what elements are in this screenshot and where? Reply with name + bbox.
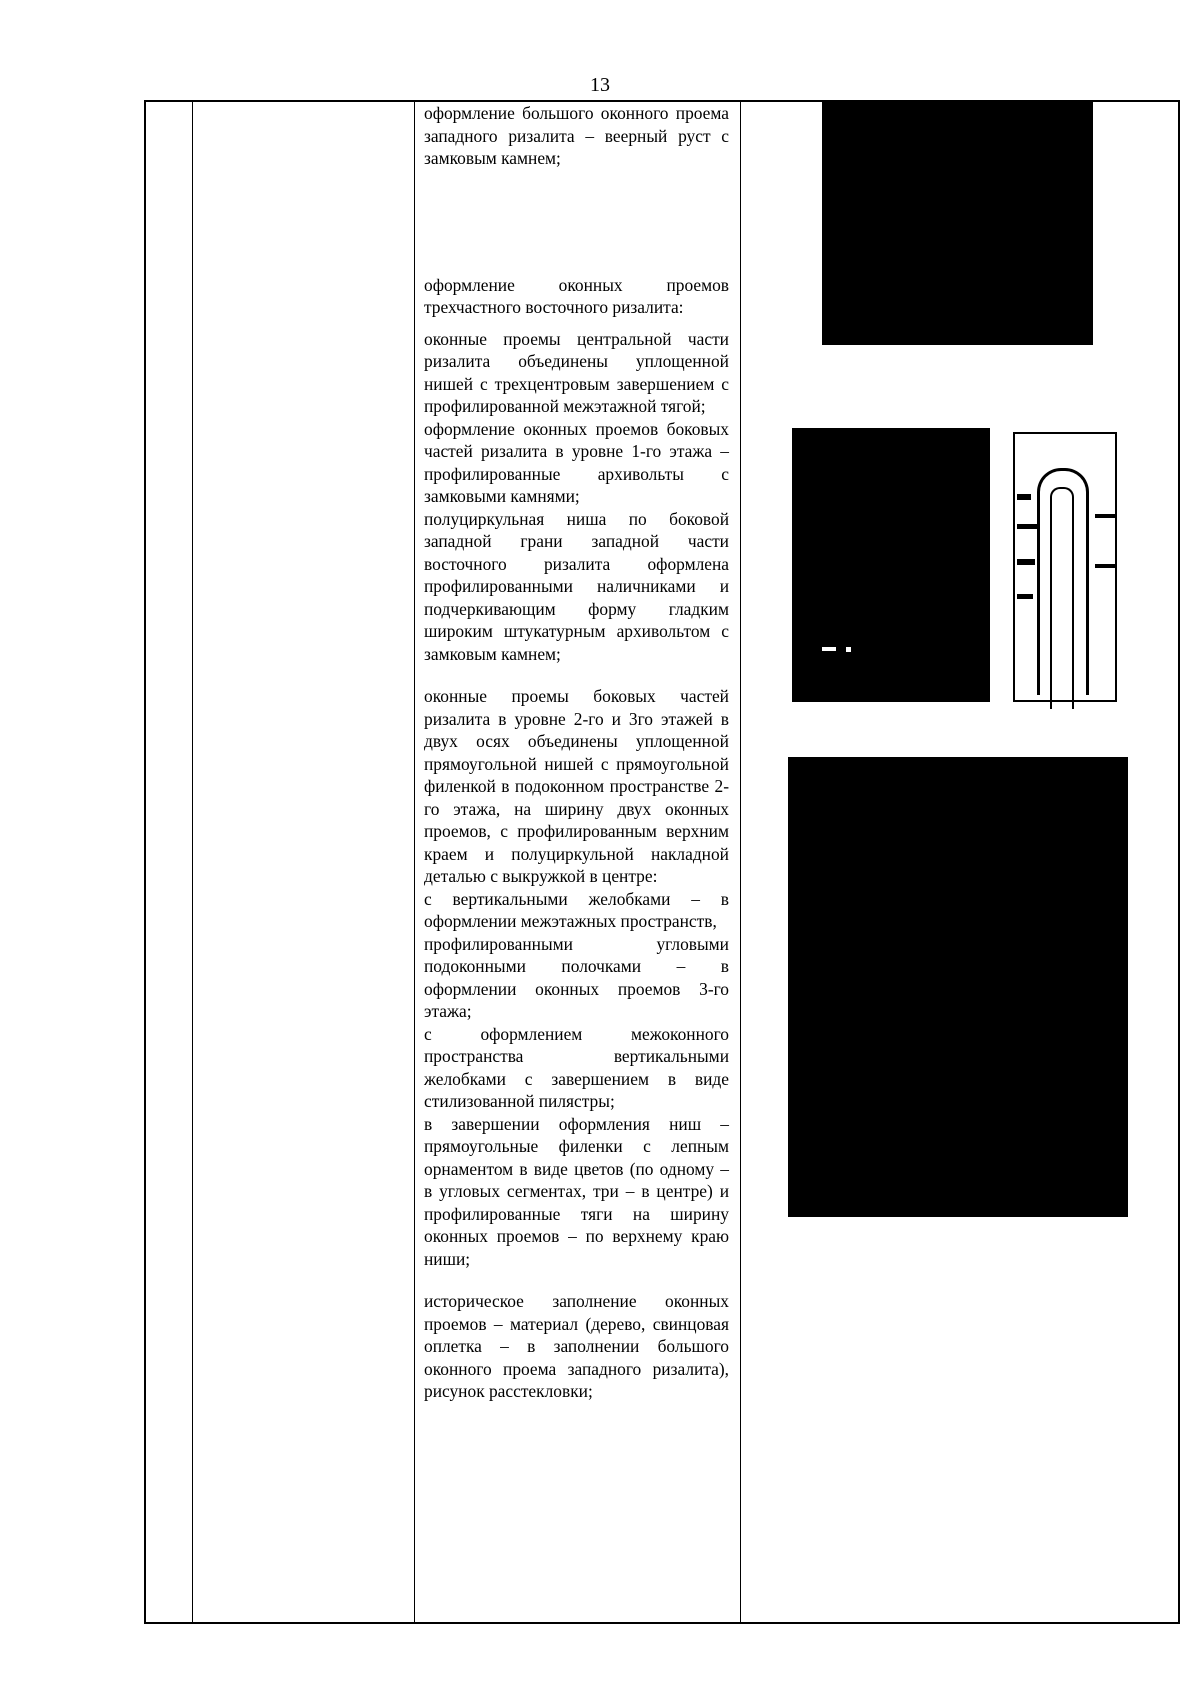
column-divider-2 — [414, 102, 415, 1622]
column-divider-3 — [740, 102, 741, 1622]
paragraph-semicircular-niche: полуциркульная ниша по боковой западной грани западной части восточного ризалита оформлена профилированными наличниками и подчеркивающим форму гладким широким штукатурным архивольтом с замковым камнем; — [424, 508, 729, 664]
photo-eastern-risalit — [792, 428, 990, 702]
page-number: 13 — [590, 74, 610, 96]
paragraph-central-part: оконные проемы центральной части ризалита объединены уплощенной нишей с трехцентровым завершением с профилированной межэтажной тягой; — [424, 328, 729, 416]
paragraph-eastern-risalit: оформление оконных проемов трехчастного восточного ризалита: — [424, 274, 729, 317]
photo-upper-floors — [788, 757, 1128, 1217]
column-divider-1 — [192, 102, 193, 1622]
photo-semicircular-niche — [1013, 432, 1117, 702]
photo-arch — [1037, 468, 1089, 695]
paragraph-window-sills: профилированными угловыми подоконными полочками – в оформлении оконных проемов 3-го этажа; — [424, 933, 729, 1021]
paragraph-western-window: оформление большого оконного проема западного ризалита – веерный руст с замковым камнем; — [424, 103, 729, 168]
photo-western-window — [822, 100, 1093, 345]
photo-mark — [846, 647, 851, 652]
photo-mark — [1095, 564, 1115, 568]
paragraph-historical-fill: историческое заполнение оконных проемов – материал (дерево, свинцовая оплетка – в заполнении большого оконного проема западного ризалита), рисунок расстекловки; — [424, 1291, 729, 1401]
text-column — [424, 102, 729, 1403]
photo-mark — [1017, 524, 1037, 529]
photo-mark — [1095, 514, 1115, 518]
paragraph-interwindow-space: с оформлением межоконного пространства вертикальными желобками с завершением в виде стилизованной пилястры; — [424, 1023, 729, 1111]
photo-mark — [822, 647, 836, 651]
paragraph-vertical-grooves: с вертикальными желобками – в оформлении межэтажных пространств, — [424, 888, 729, 931]
paragraph-niche-completion: в завершении оформления ниш – прямоугольные филенки с лепным орнаментом в виде цветов (по одному – в угловых сегментах, три – в центре) и профилированные тяги на ширину оконных проемов – по верхнему краю ниши; — [424, 1113, 729, 1269]
paragraph-side-parts-first-floor: оформление оконных проемов боковых частей ризалита в уровне 1-го этажа – профилированные архивольты с замковыми камнями; — [424, 418, 729, 506]
paragraph-upper-floors: оконные проемы боковых частей ризалита в уровне 2-го и 3го этажей в двух осях объединены уплощенной прямоугольной нишей с прямоугольной филенкой в подоконном пространстве 2-го этажа, на ширину двух оконных проемов, с профилированным верхним краем и полуциркульной накладной деталью с выкружкой в центре: — [424, 686, 729, 886]
photo-mark — [1017, 594, 1033, 599]
photo-mark — [1017, 494, 1031, 500]
photo-mark — [1017, 559, 1035, 565]
